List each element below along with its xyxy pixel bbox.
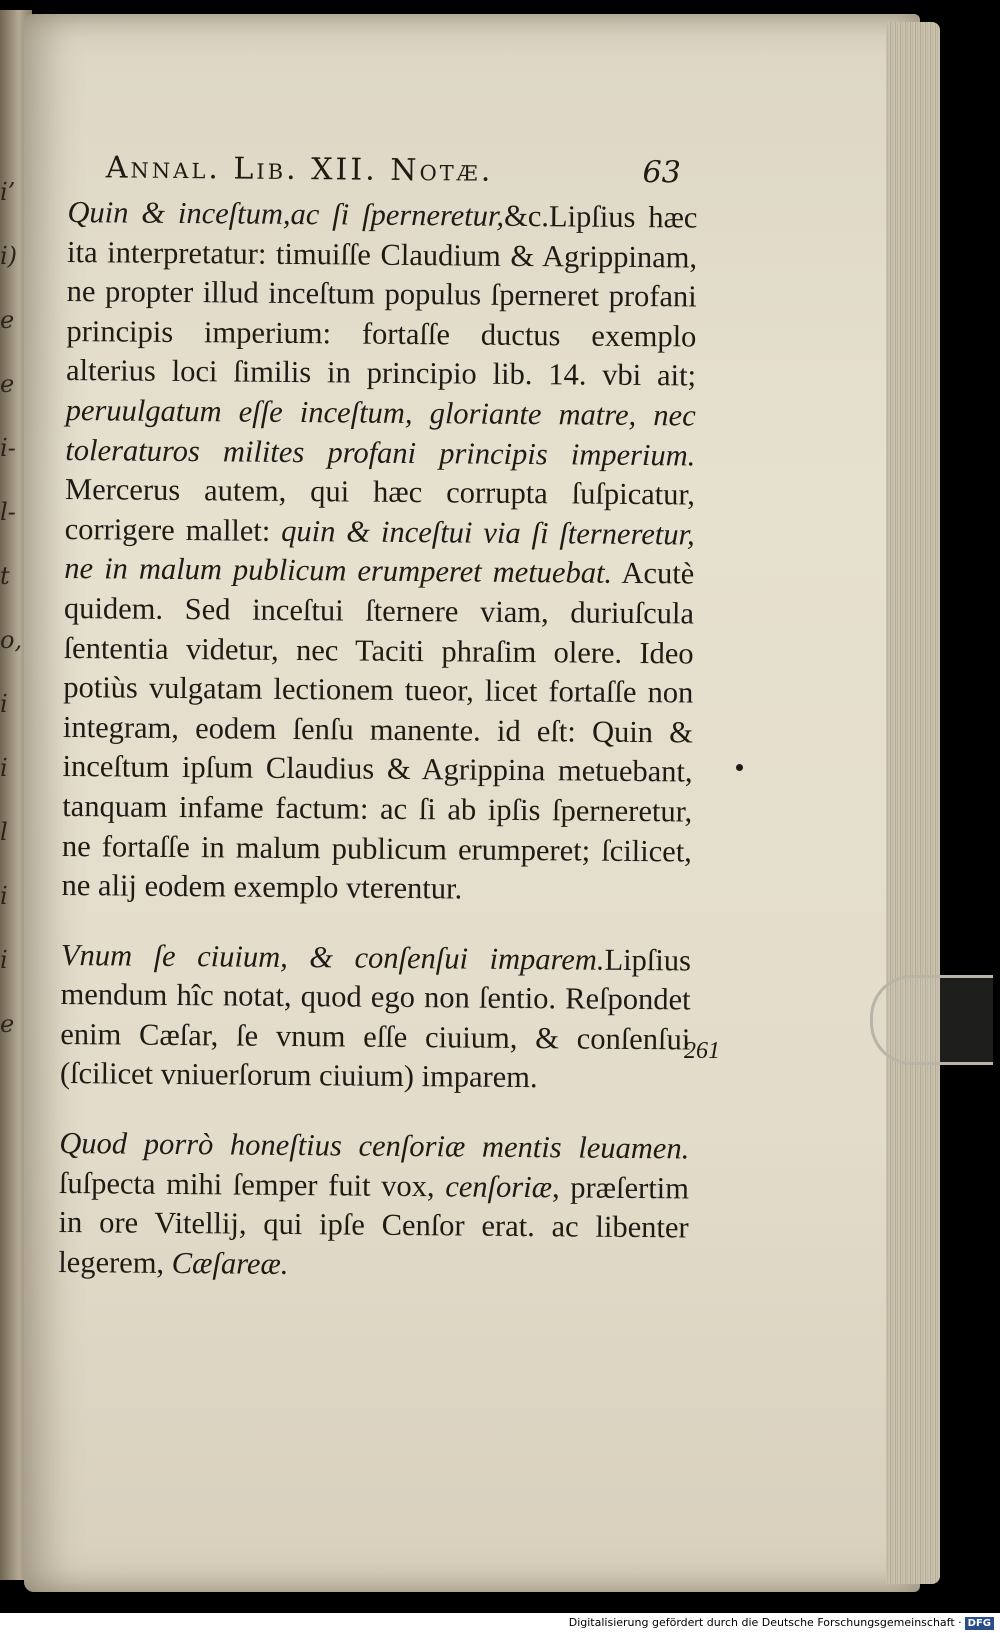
footer-credit xyxy=(0,1613,1000,1633)
note-lemma: Quod porrò honeſtius cenſoriæ mentis leuamen. xyxy=(59,1126,690,1166)
left-margin-fragment: i’ xyxy=(0,178,16,206)
note-text: Mercerus autem, qui hæc corrupta ſuſpicatur, corrigere mallet: xyxy=(64,472,696,548)
notes-body xyxy=(58,193,697,1288)
note-text: ſuſpecta mihi ſemper fuit vox, xyxy=(58,1165,446,1203)
note-text: , præſertim in ore Vitellij, qui ipſe Cenſor erat. ac libenter legerem, xyxy=(58,1169,690,1280)
annotation-note xyxy=(60,936,691,1100)
left-margin-fragment: i xyxy=(0,946,8,974)
annotation-note xyxy=(58,1124,689,1288)
note-text: peruulgatum eſſe inceſtum, gloriante matre, nec toleraturos milites profani principis imperium. xyxy=(65,392,696,473)
left-margin-fragment: i xyxy=(0,690,8,718)
left-margin-fragment: e xyxy=(0,370,15,398)
note-text: Cæſareæ. xyxy=(171,1245,289,1281)
left-margin-fragment: e xyxy=(0,306,15,334)
left-margin-fragment: l- xyxy=(0,498,16,526)
note-text: quin & inceſtui via ſi ſterneretur, ne in malum publicum erumperet metuebat. xyxy=(64,513,695,591)
left-margin-fragment: l xyxy=(0,818,8,846)
note-text: Acutè quidem. Sed inceſtui ſternere viam, duriuſcula ſententia videtur, nec Taciti phraſim olere. Ideo potiùs vulgatam lectionem tueor, licet fortaſſe non integram, eodem ſenſu manente. id eſt: Quin & inceſtum ipſum Claudius & Agrippina metuebant, tanquam infame factum: ac ſi ab ipſis ſperneretur, ne fortaſſe in malum publicum erumperet; ſcilicet, ne alij eodem exemplo vterentur. xyxy=(61,556,695,906)
left-margin-fragment: i xyxy=(0,754,8,782)
page-edges xyxy=(886,22,940,1584)
running-head xyxy=(106,150,681,190)
left-margin-fragment: i xyxy=(0,882,8,910)
left-margin-fragment: o, xyxy=(0,626,23,654)
left-margin-fragment: t xyxy=(0,562,10,590)
page-number: 63 xyxy=(642,155,681,191)
bookmark-clip xyxy=(870,975,993,1065)
footer-text: Digitalisierung gefördert durch die Deutsche Forschungsgemeinschaft · xyxy=(568,1616,962,1629)
dfg-logo: DFG xyxy=(965,1617,994,1630)
note-text: cenſoriæ xyxy=(445,1168,553,1204)
page-content xyxy=(58,150,698,1318)
note-lemma: Quin & inceſtum,ac ſi ſperneretur, xyxy=(67,194,505,233)
ink-dot xyxy=(736,764,743,771)
margin-note-number: 261 xyxy=(684,1038,720,1064)
running-title: Annal. Lib. XII. Notæ. xyxy=(105,150,494,189)
note-text: &c.Lipſius hæc ita interpretatur: timuiſſe Claudium & Agrippinam, ne propter illud inceſtum populus ſperneret profani principis imperium: fortaſſe ductus exemplo alterius loci ſimilis in principio lib. 14. vbi ait; xyxy=(65,198,698,393)
left-margin-fragment: i) xyxy=(0,242,18,270)
annotation-note xyxy=(61,193,697,911)
left-margin-fragment: i- xyxy=(0,434,16,462)
note-text: Lipſius mendum hîc notat, quod ego non ſentio. Reſpondet enim Cæſar, ſe vnum eſſe ciuium, & conſenſui (ſcilicet vniuerſorum ciuium) imparem. xyxy=(59,942,692,1095)
left-margin-fragment: e xyxy=(0,1010,15,1038)
note-lemma: Vnum ſe ciuium, & conſenſui imparem. xyxy=(60,937,605,977)
